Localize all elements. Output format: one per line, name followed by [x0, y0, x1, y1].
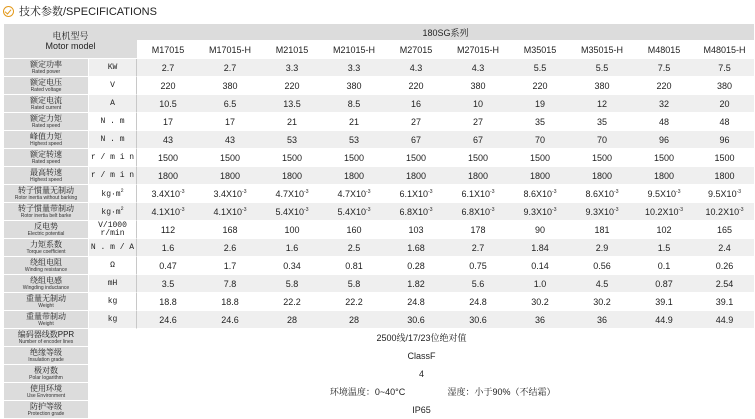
- spec-value: 22.2: [323, 293, 385, 311]
- spec-value: 0.34: [261, 257, 323, 275]
- general-row-1-label-cn: 绝缘等级: [30, 347, 62, 357]
- spec-row-13-label-cn: 重量无制动: [26, 293, 66, 303]
- spec-value: 0.14: [509, 257, 571, 275]
- spec-value: 53: [323, 131, 385, 149]
- spec-row-12-label-cn: 绕组电感: [30, 275, 62, 285]
- spec-row-5-label-cn: 额定转速: [30, 149, 62, 159]
- spec-value: 96: [633, 131, 695, 149]
- spec-value: 2.7: [137, 59, 199, 77]
- spec-value: 220: [633, 77, 695, 95]
- spec-value: 10: [447, 95, 509, 113]
- spec-row-7-label: [4, 185, 89, 203]
- spec-value: 1800: [385, 167, 447, 185]
- spec-value: 17: [137, 113, 199, 131]
- spec-value: 5.8: [323, 275, 385, 293]
- spec-value: 2.9: [571, 239, 633, 257]
- spec-value: 8.5: [323, 95, 385, 113]
- spec-row: [4, 293, 754, 311]
- general-row: [4, 365, 754, 383]
- spec-row-4-label-cn: 峰值力矩: [30, 131, 62, 141]
- spec-value: 1500: [509, 149, 571, 167]
- spec-value: 1800: [633, 167, 695, 185]
- series-header: 180SG系列: [137, 24, 754, 41]
- spec-value: $9.5X10^{-3}$: [633, 185, 695, 203]
- spec-value: 380: [447, 77, 509, 95]
- spec-value: 1.68: [385, 239, 447, 257]
- spec-value: 102: [633, 221, 695, 239]
- spec-value: $6.1X10^{-3}$: [447, 185, 509, 203]
- spec-row-11-label-en: Winding resistance: [24, 266, 68, 273]
- spec-value: 1800: [261, 167, 323, 185]
- spec-value: $4.1X10^{-3}$: [137, 203, 199, 221]
- spec-value: 27: [385, 113, 447, 131]
- model-header-m21015-h: M21015-H: [323, 41, 385, 59]
- spec-value: 19: [509, 95, 571, 113]
- spec-value: 2.7: [447, 239, 509, 257]
- spec-value: 1.0: [509, 275, 571, 293]
- spec-row-1-label: [4, 77, 89, 95]
- spec-row-2-label: [4, 95, 89, 113]
- spec-value: 1500: [385, 149, 447, 167]
- spec-value: 44.9: [695, 311, 754, 329]
- spec-value: 16: [385, 95, 447, 113]
- spec-value: 39.1: [633, 293, 695, 311]
- spec-value: 3.3: [261, 59, 323, 77]
- spec-value: 2.5: [323, 239, 385, 257]
- spec-value: 0.75: [447, 257, 509, 275]
- spec-value: 18.8: [199, 293, 261, 311]
- spec-value: 0.47: [137, 257, 199, 275]
- model-header-m48015-h: M48015-H: [695, 41, 754, 59]
- model-header-m21015: M21015: [261, 41, 323, 59]
- spec-row-10-label-en: Torque coefficient: [26, 248, 66, 255]
- spec-value: 1500: [695, 149, 754, 167]
- spec-value: 1500: [261, 149, 323, 167]
- spec-row-2-label-en: Rated current: [30, 104, 62, 111]
- spec-value: $10.2X10^{-3}$: [695, 203, 754, 221]
- spec-value: 1800: [137, 167, 199, 185]
- spec-value: $9.3X10^{-3}$: [509, 203, 571, 221]
- spec-value: 2.7: [199, 59, 261, 77]
- spec-value: 21: [323, 113, 385, 131]
- general-row-1-label-en: Insulation grade: [28, 356, 64, 363]
- spec-value: 1.82: [385, 275, 447, 293]
- spec-value: 1500: [199, 149, 261, 167]
- spec-value: 30.6: [385, 311, 447, 329]
- spec-row-3-label: [4, 113, 89, 131]
- spec-value: 5.6: [447, 275, 509, 293]
- spec-value: 28: [323, 311, 385, 329]
- spec-row-9-label: [4, 221, 89, 239]
- spec-value: $8.6X10^{-3}$: [509, 185, 571, 203]
- unit-cell: N . m: [89, 131, 137, 149]
- spec-row-13-label: [4, 293, 89, 311]
- check-circle-icon: [3, 6, 14, 17]
- spec-value: 1500: [323, 149, 385, 167]
- spec-row-6-label-en: Highest speed: [30, 176, 62, 183]
- spec-value: $5.4X10^{-3}$: [261, 203, 323, 221]
- spec-value: $6.8X10^{-3}$: [385, 203, 447, 221]
- model-header-m35015-h: M35015-H: [571, 41, 633, 59]
- spec-row: [4, 113, 754, 131]
- spec-value: 1.6: [137, 239, 199, 257]
- spec-value: 220: [509, 77, 571, 95]
- spec-row-2-label-cn: 额定电流: [30, 95, 62, 105]
- spec-value: 22.2: [261, 293, 323, 311]
- spec-value: 220: [137, 77, 199, 95]
- spec-row-5-label-en: Rated speed: [31, 158, 61, 165]
- unit-cell: mH: [89, 275, 137, 293]
- specifications-table: [4, 24, 754, 419]
- spec-row-7-label-cn: 转子惯量无制动: [18, 185, 74, 195]
- spec-value: 1800: [571, 167, 633, 185]
- spec-value: 24.6: [137, 311, 199, 329]
- spec-row-4-label-en: Highest speed: [30, 140, 62, 147]
- spec-value: 380: [571, 77, 633, 95]
- unit-cell: $kg\cdot m^2$: [89, 185, 137, 203]
- spec-value: $6.1X10^{-3}$: [385, 185, 447, 203]
- general-row-0-label-cn: 编码器线数PPR: [17, 329, 75, 339]
- spec-value: 27: [447, 113, 509, 131]
- spec-value: 1.5: [633, 239, 695, 257]
- spec-value: 24.6: [199, 311, 261, 329]
- spec-row-5-label: [4, 149, 89, 167]
- spec-value: 100: [261, 221, 323, 239]
- general-row-2-label-cn: 极对数: [34, 365, 58, 375]
- spec-row-7-label-en: Rotor inertia without barking: [14, 194, 78, 201]
- spec-value: 53: [261, 131, 323, 149]
- general-row-3-label-en: Use Environment: [26, 392, 66, 399]
- unit-cell: N . m: [89, 113, 137, 131]
- spec-value: 1500: [137, 149, 199, 167]
- spec-value: 5.5: [509, 59, 571, 77]
- spec-value: 1800: [695, 167, 754, 185]
- spec-value: 3.5: [137, 275, 199, 293]
- general-value: [89, 383, 754, 401]
- spec-value: 0.87: [633, 275, 695, 293]
- spec-value: 96: [695, 131, 754, 149]
- spec-row-14-label-cn: 重量带制动: [26, 311, 66, 321]
- spec-value: 165: [695, 221, 754, 239]
- spec-row: [4, 257, 754, 275]
- model-header-m27015-h: M27015-H: [447, 41, 509, 59]
- spec-value: 1800: [323, 167, 385, 185]
- unit-cell: V: [89, 77, 137, 95]
- spec-row: [4, 185, 754, 203]
- general-value: 2500线/17/23位绝对值: [89, 329, 754, 347]
- spec-value: 1800: [199, 167, 261, 185]
- unit-cell: kg: [89, 293, 137, 311]
- spec-value: 112: [137, 221, 199, 239]
- general-row-0-label-en: Number of encoder lines: [18, 338, 74, 345]
- general-row-3-label-cn: 使用环境: [30, 383, 62, 393]
- spec-value: 67: [385, 131, 447, 149]
- spec-row: [4, 203, 754, 221]
- spec-value: 2.6: [199, 239, 261, 257]
- general-row-3-label: [4, 383, 89, 401]
- model-header-m27015: M27015: [385, 41, 447, 59]
- spec-row-4-label: [4, 131, 89, 149]
- spec-row-6-label: [4, 167, 89, 185]
- spec-value: $4.7X10^{-3}$: [261, 185, 323, 203]
- spec-value: 6.5: [199, 95, 261, 113]
- model-header-m35015: M35015: [509, 41, 571, 59]
- spec-value: $6.8X10^{-3}$: [447, 203, 509, 221]
- spec-row-8-label: [4, 203, 89, 221]
- general-row-2-label-en: Polar logarithm: [29, 374, 63, 381]
- spec-row-12-label-en: Wingding inductance: [22, 284, 70, 291]
- spec-row: [4, 59, 754, 77]
- spec-value: 7.8: [199, 275, 261, 293]
- spec-value: $4.7X10^{-3}$: [323, 185, 385, 203]
- general-row: [4, 347, 754, 365]
- spec-value: 12: [571, 95, 633, 113]
- heading-text: 技术参数/SPECIFICATIONS: [19, 6, 157, 18]
- spec-value: 32: [633, 95, 695, 113]
- general-value: IP65: [89, 401, 754, 419]
- general-value: 4: [89, 365, 754, 383]
- spec-value: 380: [323, 77, 385, 95]
- spec-value: 5.8: [261, 275, 323, 293]
- spec-value: 5.5: [571, 59, 633, 77]
- unit-cell: KW: [89, 59, 137, 77]
- unit-cell: V/1000 r/min: [89, 221, 137, 239]
- spec-value: 30.2: [571, 293, 633, 311]
- spec-row: [4, 77, 754, 95]
- spec-value: $4.1X10^{-3}$: [199, 203, 261, 221]
- model-label-cn: 电机型号: [52, 30, 89, 41]
- spec-row-9-label-en: Electric potential: [27, 230, 65, 237]
- spec-value: 10.5: [137, 95, 199, 113]
- spec-value: 0.26: [695, 257, 754, 275]
- spec-value: 48: [695, 113, 754, 131]
- spec-value: 2.54: [695, 275, 754, 293]
- spec-row: [4, 95, 754, 113]
- spec-value: 181: [571, 221, 633, 239]
- spec-value: 17: [199, 113, 261, 131]
- spec-row-8-label-en: Rotor inertia belt barke: [20, 212, 72, 219]
- spec-value: 1500: [633, 149, 695, 167]
- spec-value: 24.8: [447, 293, 509, 311]
- spec-value: 43: [199, 131, 261, 149]
- spec-row: [4, 239, 754, 257]
- spec-value: $8.6X10^{-3}$: [571, 185, 633, 203]
- spec-row-0-label-cn: 额定功率: [30, 59, 62, 69]
- spec-value: 3.3: [323, 59, 385, 77]
- spec-row-10-label-cn: 力矩系数: [30, 239, 62, 249]
- model-label-en: Motor model: [45, 41, 96, 51]
- spec-value: 7.5: [633, 59, 695, 77]
- spec-value: 7.5: [695, 59, 754, 77]
- spec-value: $3.4X10^{-3}$: [137, 185, 199, 203]
- spec-row: [4, 221, 754, 239]
- general-row-4-label-cn: 防护等级: [30, 401, 62, 411]
- spec-value: 36: [509, 311, 571, 329]
- spec-value: 0.28: [385, 257, 447, 275]
- general-row: [4, 329, 754, 347]
- spec-value: $10.2X10^{-3}$: [633, 203, 695, 221]
- spec-row-11-label: [4, 257, 89, 275]
- unit-cell: r / m i n: [89, 149, 137, 167]
- spec-value: 1.84: [509, 239, 571, 257]
- spec-row-11-label-cn: 绕组电阻: [30, 257, 62, 267]
- model-label-cell: [4, 24, 137, 59]
- spec-value: 220: [385, 77, 447, 95]
- general-row-1-label: [4, 347, 89, 365]
- spec-value: 30.6: [447, 311, 509, 329]
- unit-cell: kg: [89, 311, 137, 329]
- spec-row: [4, 275, 754, 293]
- spec-row: [4, 149, 754, 167]
- model-header-m17015-h: M17015-H: [199, 41, 261, 59]
- general-row: [4, 401, 754, 419]
- model-header-m48015: M48015: [633, 41, 695, 59]
- spec-value: 1.6: [261, 239, 323, 257]
- spec-value: 44.9: [633, 311, 695, 329]
- spec-row-1-label-en: Rated voltage: [30, 86, 62, 93]
- spec-row: [4, 131, 754, 149]
- spec-value: 0.1: [633, 257, 695, 275]
- spec-value: 4.3: [447, 59, 509, 77]
- spec-value: $3.4X10^{-3}$: [199, 185, 261, 203]
- spec-row-12-label: [4, 275, 89, 293]
- spec-value: $9.3X10^{-3}$: [571, 203, 633, 221]
- model-header-m17015: M17015: [137, 41, 199, 59]
- spec-value: 18.8: [137, 293, 199, 311]
- spec-row-3-label-en: Rated speed: [31, 122, 61, 129]
- spec-value: 13.5: [261, 95, 323, 113]
- spec-value: 168: [199, 221, 261, 239]
- spec-row: [4, 167, 754, 185]
- general-row: [4, 383, 754, 401]
- spec-value: 43: [137, 131, 199, 149]
- spec-value: 70: [509, 131, 571, 149]
- spec-value: 178: [447, 221, 509, 239]
- ambient-temperature: 环境温度：0~40°C: [329, 387, 406, 397]
- spec-row-14-label: [4, 311, 89, 329]
- spec-value: 220: [261, 77, 323, 95]
- general-row-4-label-en: Protection grade: [27, 410, 65, 417]
- ambient-humidity: 湿度：小于90%（不结霜）: [447, 387, 556, 397]
- spec-row-13-label-en: Weight: [38, 302, 54, 309]
- spec-row-8-label-cn: 转子惯量带制动: [18, 203, 74, 213]
- spec-value: 4.3: [385, 59, 447, 77]
- spec-value: 1500: [447, 149, 509, 167]
- general-row-2-label: [4, 365, 89, 383]
- spec-value: 380: [199, 77, 261, 95]
- spec-value: 0.56: [571, 257, 633, 275]
- spec-value: 48: [633, 113, 695, 131]
- spec-value: 67: [447, 131, 509, 149]
- spec-row-0-label: [4, 59, 89, 77]
- spec-value: 35: [509, 113, 571, 131]
- spec-row-3-label-cn: 额定力矩: [30, 113, 62, 123]
- unit-cell: r / m i n: [89, 167, 137, 185]
- spec-value: 35: [571, 113, 633, 131]
- spec-value: 28: [261, 311, 323, 329]
- spec-row-0-label-en: Rated power: [31, 68, 61, 75]
- spec-row-1-label-cn: 额定电压: [30, 77, 62, 87]
- spec-value: 36: [571, 311, 633, 329]
- spec-value: 1800: [509, 167, 571, 185]
- spec-row: [4, 311, 754, 329]
- section-heading: [3, 2, 157, 20]
- spec-value: $9.5X10^{-3}$: [695, 185, 754, 203]
- spec-value: 1.7: [199, 257, 261, 275]
- spec-value: 1500: [571, 149, 633, 167]
- spec-value: 39.1: [695, 293, 754, 311]
- spec-value: 24.8: [385, 293, 447, 311]
- unit-cell: $kg\cdot m^2$: [89, 203, 137, 221]
- spec-value: 103: [385, 221, 447, 239]
- spec-value: 0.81: [323, 257, 385, 275]
- spec-value: 2.4: [695, 239, 754, 257]
- general-value: ClassF: [89, 347, 754, 365]
- spec-value: 90: [509, 221, 571, 239]
- spec-value: 70: [571, 131, 633, 149]
- spec-value: 380: [695, 77, 754, 95]
- general-row-4-label: [4, 401, 89, 419]
- general-row-0-label: [4, 329, 89, 347]
- spec-value: $5.4X10^{-3}$: [323, 203, 385, 221]
- spec-value: 160: [323, 221, 385, 239]
- spec-row-14-label-en: Weight: [38, 320, 54, 327]
- spec-value: 20: [695, 95, 754, 113]
- unit-cell: A: [89, 95, 137, 113]
- spec-value: 1800: [447, 167, 509, 185]
- spec-row-10-label: [4, 239, 89, 257]
- unit-cell: N . m / A: [89, 239, 137, 257]
- spec-row-6-label-cn: 最高转速: [30, 167, 62, 177]
- spec-value: 21: [261, 113, 323, 131]
- unit-cell: Ω: [89, 257, 137, 275]
- spec-value: 30.2: [509, 293, 571, 311]
- spec-row-9-label-cn: 反电势: [34, 221, 58, 231]
- spec-value: 4.5: [571, 275, 633, 293]
